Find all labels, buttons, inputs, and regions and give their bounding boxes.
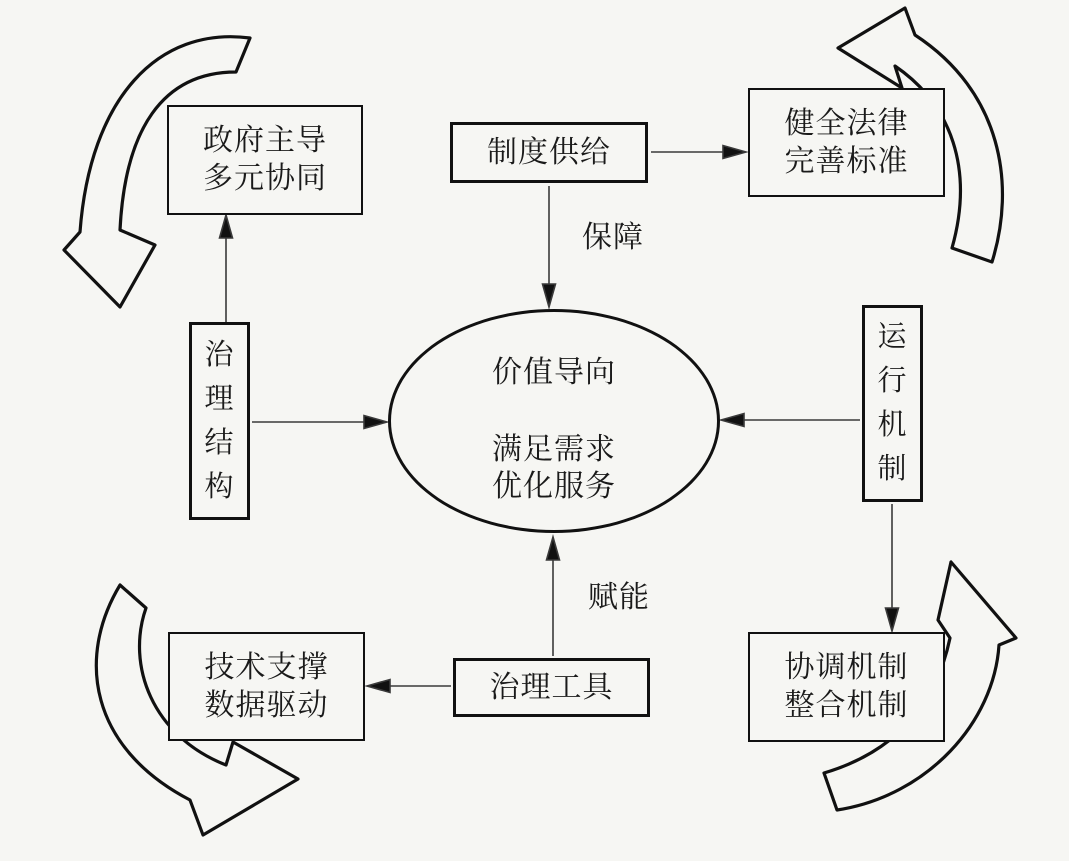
- box-coordination-mechanism: [748, 632, 945, 742]
- center-ellipse-lines23: [492, 431, 616, 505]
- box-operating-mechanism-char1: 运: [877, 321, 908, 354]
- box-government-led-line1: 政府主导: [203, 124, 327, 157]
- center-ellipse-value-orientation: [388, 309, 720, 533]
- box-operating-mechanism: [862, 305, 923, 502]
- arrow-structure-to-center: [252, 416, 387, 429]
- edge-label-guarantee: 保障: [582, 221, 644, 254]
- arrow-mechanism-to-coordination: [886, 504, 899, 631]
- box-institutional-supply-label: 制度供给: [487, 135, 611, 169]
- arrow-mechanism-to-center: [721, 414, 860, 427]
- box-government-led: [167, 105, 363, 215]
- box-governance-structure-char4: 构: [204, 470, 235, 503]
- box-coordination-mechanism-line1: 协调机制: [784, 651, 909, 684]
- arrow-institution-to-law: [651, 146, 746, 159]
- box-technical-support-line1: 技术支撑: [204, 650, 329, 684]
- box-governance-tools: [453, 658, 650, 717]
- box-governance-structure-char1: 治: [204, 338, 235, 371]
- arrow-tools-to-tech: [367, 680, 451, 693]
- arrow-tools-to-center: [547, 537, 560, 656]
- arrow-structure-to-gov: [220, 215, 233, 322]
- center-ellipse-line1: 价值导向: [492, 356, 616, 389]
- box-operating-mechanism-char3: 机: [877, 408, 908, 441]
- box-governance-structure: [189, 322, 250, 520]
- box-government-led-line2: 多元协同: [203, 162, 327, 195]
- arrow-institution-to-center: [543, 186, 556, 307]
- center-ellipse-line3: 优化服务: [492, 470, 616, 503]
- box-coordination-mechanism-line2: 整合机制: [784, 689, 909, 722]
- box-governance-structure-char3: 结: [204, 426, 235, 459]
- box-technical-support-line2: 数据驱动: [204, 688, 329, 722]
- box-operating-mechanism-char2: 行: [877, 365, 908, 398]
- box-technical-support: [168, 632, 365, 741]
- box-governance-structure-char2: 理: [204, 382, 235, 415]
- box-sound-laws: [748, 88, 945, 197]
- edge-label-empower: 赋能: [588, 581, 650, 614]
- box-institutional-supply: [450, 122, 648, 183]
- box-governance-tools-label: 治理工具: [489, 670, 614, 704]
- box-operating-mechanism-char4: 制: [877, 452, 908, 485]
- box-sound-laws-line1: 健全法律: [784, 106, 909, 140]
- center-ellipse-line2: 满足需求: [492, 433, 616, 466]
- box-sound-laws-line2: 完善标准: [784, 144, 909, 178]
